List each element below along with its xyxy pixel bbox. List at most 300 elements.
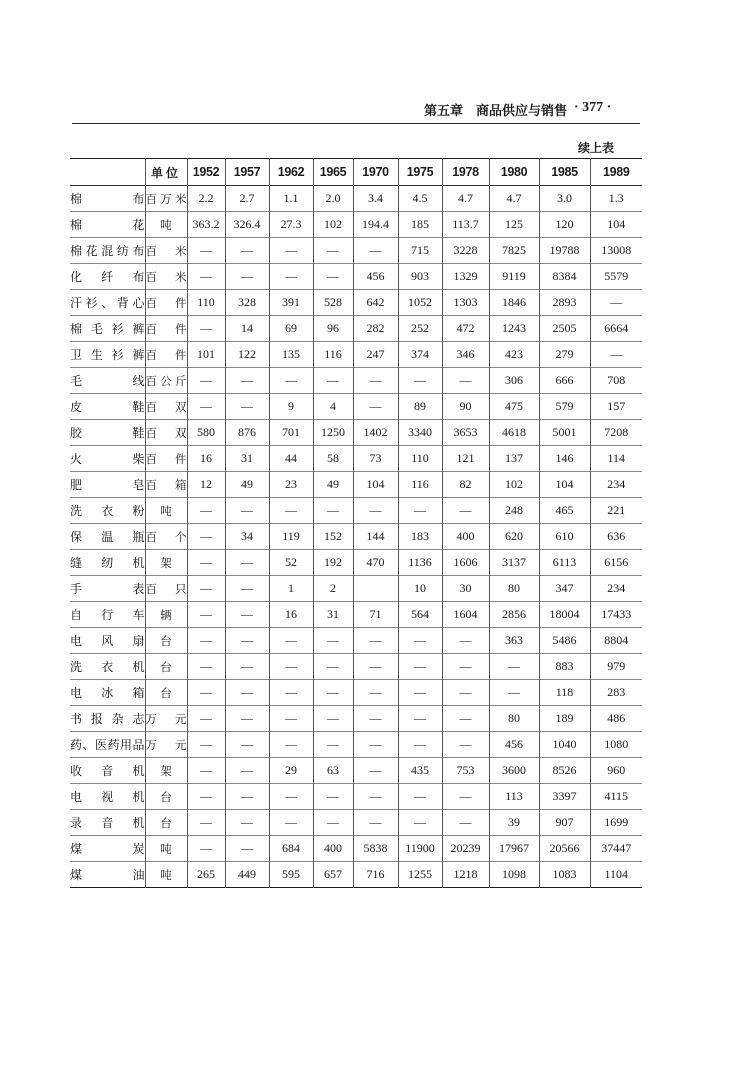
value-cell: 71 [353, 602, 398, 628]
value-cell: 2.7 [225, 186, 269, 212]
value-cell: — [489, 654, 539, 680]
value-cell: 564 [398, 602, 442, 628]
value-cell: 1052 [398, 290, 442, 316]
value-cell: — [353, 628, 398, 654]
table-header [70, 159, 642, 186]
value-cell: 116 [313, 342, 353, 368]
table-row [70, 498, 642, 524]
value-cell: 144 [353, 524, 398, 550]
value-cell: — [187, 498, 225, 524]
value-cell: — [313, 238, 353, 264]
value-cell: — [313, 784, 353, 810]
value-cell: 528 [313, 290, 353, 316]
value-cell: — [225, 836, 269, 862]
unit-cell: 吨 [145, 836, 187, 862]
value-cell: — [187, 628, 225, 654]
value-cell: 979 [590, 654, 642, 680]
unit-cell: 万元 [145, 706, 187, 732]
table-row [70, 602, 642, 628]
item-name-cell: 煤油 [70, 868, 145, 882]
value-cell: 34 [225, 524, 269, 550]
value-cell: — [225, 394, 269, 420]
value-cell: 1329 [442, 264, 489, 290]
value-cell: 4.7 [442, 186, 489, 212]
table-row [70, 316, 642, 342]
value-cell: 82 [442, 472, 489, 498]
value-cell: 8384 [539, 264, 590, 290]
year-column-header: 1957 [225, 159, 269, 186]
table-row [70, 680, 642, 706]
unit-cell: 百双 [145, 420, 187, 446]
value-cell: 2.0 [313, 186, 353, 212]
value-cell: — [442, 706, 489, 732]
value-cell: 7208 [590, 420, 642, 446]
table-row [70, 732, 642, 758]
value-cell: 374 [398, 342, 442, 368]
value-cell: 3397 [539, 784, 590, 810]
value-cell: 1080 [590, 732, 642, 758]
year-column-header: 1965 [313, 159, 353, 186]
value-cell: 6156 [590, 550, 642, 576]
value-cell: 17433 [590, 602, 642, 628]
chapter-title: 第五章 商品供应与销售 [424, 104, 568, 119]
value-cell: 121 [442, 446, 489, 472]
value-cell: 17967 [489, 836, 539, 862]
value-cell: — [442, 654, 489, 680]
value-cell: 6113 [539, 550, 590, 576]
item-name-cell: 保温瓶 [70, 530, 145, 544]
value-cell: — [269, 732, 313, 758]
value-cell: 6664 [590, 316, 642, 342]
value-cell: 3600 [489, 758, 539, 784]
value-cell: — [225, 810, 269, 836]
value-cell: 2505 [539, 316, 590, 342]
value-cell: 19788 [539, 238, 590, 264]
table-row [70, 576, 642, 602]
value-cell: — [187, 368, 225, 394]
value-cell: 716 [353, 862, 398, 888]
value-cell: 119 [269, 524, 313, 550]
year-column-header: 1980 [489, 159, 539, 186]
value-cell: 37447 [590, 836, 642, 862]
value-cell: 10 [398, 576, 442, 602]
value-cell: — [313, 732, 353, 758]
value-cell: 3137 [489, 550, 539, 576]
value-cell: 31 [313, 602, 353, 628]
value-cell: 234 [590, 576, 642, 602]
value-cell: — [187, 602, 225, 628]
table-row [70, 784, 642, 810]
value-cell: — [225, 732, 269, 758]
item-name-cell: 电视机 [70, 790, 145, 804]
page-number: · 377 · [574, 100, 612, 115]
value-cell: — [313, 264, 353, 290]
value-cell: 1218 [442, 862, 489, 888]
value-cell: 122 [225, 342, 269, 368]
unit-cell: 百件 [145, 316, 187, 342]
value-cell: 2856 [489, 602, 539, 628]
value-cell: 118 [539, 680, 590, 706]
value-cell: 9 [269, 394, 313, 420]
value-cell: 1.3 [590, 186, 642, 212]
value-cell: 252 [398, 316, 442, 342]
value-cell: 102 [489, 472, 539, 498]
year-column-header: 1989 [590, 159, 642, 186]
value-cell: 636 [590, 524, 642, 550]
value-cell: — [313, 706, 353, 732]
value-cell: — [313, 654, 353, 680]
value-cell: 5838 [353, 836, 398, 862]
value-cell: 1402 [353, 420, 398, 446]
value-cell: — [269, 238, 313, 264]
value-cell: 2893 [539, 290, 590, 316]
value-cell: — [313, 810, 353, 836]
table-row [70, 550, 642, 576]
unit-cell: 百件 [145, 446, 187, 472]
unit-cell: 辆 [145, 602, 187, 628]
table-row [70, 264, 642, 290]
value-cell: 52 [269, 550, 313, 576]
value-cell: 3.0 [539, 186, 590, 212]
value-cell: 104 [353, 472, 398, 498]
value-cell: 20239 [442, 836, 489, 862]
value-cell: 120 [539, 212, 590, 238]
value-cell: — [187, 836, 225, 862]
value-cell: 80 [489, 706, 539, 732]
item-name-cell: 棉花混纺布 [70, 244, 145, 258]
value-cell: — [187, 576, 225, 602]
value-cell: — [187, 732, 225, 758]
table-row [70, 862, 642, 888]
value-cell: — [225, 238, 269, 264]
item-name-cell: 肥皂 [70, 478, 145, 492]
value-cell: 63 [313, 758, 353, 784]
value-cell: 400 [442, 524, 489, 550]
value-cell: — [225, 680, 269, 706]
unit-cell: 百件 [145, 342, 187, 368]
value-cell: — [398, 784, 442, 810]
value-cell: 5486 [539, 628, 590, 654]
table-row [70, 186, 642, 212]
year-column-header: 1978 [442, 159, 489, 186]
value-cell: 595 [269, 862, 313, 888]
value-cell: 2.2 [187, 186, 225, 212]
value-cell: 234 [590, 472, 642, 498]
value-cell: 89 [398, 394, 442, 420]
unit-cell: 百箱 [145, 472, 187, 498]
item-name-cell: 卫生衫裤 [70, 348, 145, 362]
value-cell: — [398, 732, 442, 758]
item-name-cell: 火柴 [70, 452, 145, 466]
value-cell: 14 [225, 316, 269, 342]
value-cell: 5579 [590, 264, 642, 290]
value-cell: 465 [539, 498, 590, 524]
value-cell: 4.7 [489, 186, 539, 212]
unit-cell: 吨 [145, 498, 187, 524]
value-cell: 753 [442, 758, 489, 784]
value-cell: 486 [590, 706, 642, 732]
unit-cell: 百公斤 [145, 368, 187, 394]
value-cell: 73 [353, 446, 398, 472]
item-name-cell: 洗衣粉 [70, 504, 145, 518]
value-cell: — [313, 498, 353, 524]
item-name-cell: 棉花 [70, 218, 145, 232]
value-cell: 657 [313, 862, 353, 888]
value-cell: — [398, 498, 442, 524]
value-cell: — [225, 758, 269, 784]
value-cell: 152 [313, 524, 353, 550]
table-row [70, 394, 642, 420]
unit-cell: 架 [145, 550, 187, 576]
value-cell: 104 [539, 472, 590, 498]
value-cell: — [313, 628, 353, 654]
value-cell: — [442, 680, 489, 706]
value-cell: 5001 [539, 420, 590, 446]
table-row [70, 212, 642, 238]
value-cell: 110 [187, 290, 225, 316]
value-cell: 4618 [489, 420, 539, 446]
value-cell: 1098 [489, 862, 539, 888]
value-cell: 194.4 [353, 212, 398, 238]
unit-cell: 百个 [145, 524, 187, 550]
value-cell: 435 [398, 758, 442, 784]
item-name-cell: 皮鞋 [70, 400, 145, 414]
value-cell: — [269, 264, 313, 290]
unit-cell: 百米 [145, 264, 187, 290]
value-cell: — [225, 654, 269, 680]
value-cell: — [353, 758, 398, 784]
value-cell: 247 [353, 342, 398, 368]
value-cell: 2 [313, 576, 353, 602]
value-cell: — [353, 810, 398, 836]
value-cell: 449 [225, 862, 269, 888]
value-cell: 456 [353, 264, 398, 290]
table-row [70, 290, 642, 316]
year-column-header: 1970 [353, 159, 398, 186]
value-cell: 113 [489, 784, 539, 810]
value-cell: — [225, 706, 269, 732]
value-cell: — [442, 784, 489, 810]
value-cell: 456 [489, 732, 539, 758]
value-cell: 1846 [489, 290, 539, 316]
running-head [424, 100, 640, 120]
value-cell: — [442, 368, 489, 394]
unit-cell: 台 [145, 680, 187, 706]
value-cell: 883 [539, 654, 590, 680]
table-row [70, 524, 642, 550]
value-cell: — [398, 368, 442, 394]
value-cell: — [353, 784, 398, 810]
value-cell: — [225, 628, 269, 654]
value-cell: 347 [539, 576, 590, 602]
value-cell: 192 [313, 550, 353, 576]
value-cell: 18004 [539, 602, 590, 628]
value-cell: 102 [313, 212, 353, 238]
value-cell: — [187, 680, 225, 706]
value-cell: 642 [353, 290, 398, 316]
value-cell: 135 [269, 342, 313, 368]
value-cell: 620 [489, 524, 539, 550]
value-cell: — [353, 732, 398, 758]
value-cell: 282 [353, 316, 398, 342]
value-cell: 470 [353, 550, 398, 576]
value-cell: — [313, 368, 353, 394]
value-cell: 876 [225, 420, 269, 446]
value-cell: 363.2 [187, 212, 225, 238]
value-cell: — [353, 680, 398, 706]
value-cell: 960 [590, 758, 642, 784]
value-cell: — [187, 706, 225, 732]
unit-cell: 万元 [145, 732, 187, 758]
value-cell: 27.3 [269, 212, 313, 238]
table-row [70, 420, 642, 446]
value-cell: 907 [539, 810, 590, 836]
table-row [70, 472, 642, 498]
value-cell: — [398, 810, 442, 836]
value-cell: 701 [269, 420, 313, 446]
value-cell: — [187, 264, 225, 290]
value-cell: — [398, 706, 442, 732]
value-cell: — [187, 394, 225, 420]
item-name-cell: 毛线 [70, 374, 145, 388]
table-row [70, 836, 642, 862]
value-cell: — [269, 628, 313, 654]
value-cell: — [442, 628, 489, 654]
value-cell: — [187, 784, 225, 810]
value-cell: 110 [398, 446, 442, 472]
item-name-cell: 药、医药用品 [70, 738, 145, 752]
item-name-cell: 棉布 [70, 192, 145, 206]
continued-table-label: 续上表 [578, 141, 615, 155]
value-cell: 80 [489, 576, 539, 602]
value-cell: 1243 [489, 316, 539, 342]
value-cell: 1040 [539, 732, 590, 758]
value-cell: — [353, 394, 398, 420]
unit-cell: 台 [145, 810, 187, 836]
commodity-sales-table [70, 158, 642, 888]
value-cell: 391 [269, 290, 313, 316]
value-cell: 326.4 [225, 212, 269, 238]
item-name-cell: 电冰箱 [70, 686, 145, 700]
value-cell: 3653 [442, 420, 489, 446]
value-cell: — [187, 810, 225, 836]
item-name-cell: 棉毛衫裤 [70, 322, 145, 336]
value-cell: 29 [269, 758, 313, 784]
value-cell: — [313, 680, 353, 706]
unit-cell: 百米 [145, 238, 187, 264]
value-cell: 903 [398, 264, 442, 290]
value-cell: 475 [489, 394, 539, 420]
table-body [70, 186, 642, 888]
value-cell: — [225, 784, 269, 810]
value-cell: 715 [398, 238, 442, 264]
value-cell: 1303 [442, 290, 489, 316]
item-name-cell: 收音机 [70, 764, 145, 778]
unit-cell: 台 [145, 784, 187, 810]
header-rule [72, 123, 640, 124]
value-cell: 283 [590, 680, 642, 706]
item-name-cell: 煤炭 [70, 842, 145, 856]
value-cell: — [225, 264, 269, 290]
value-cell: 423 [489, 342, 539, 368]
value-cell: 101 [187, 342, 225, 368]
table-row [70, 446, 642, 472]
table-row [70, 368, 642, 394]
value-cell: — [225, 368, 269, 394]
value-cell: 11900 [398, 836, 442, 862]
unit-cell: 架 [145, 758, 187, 784]
table-row [70, 342, 642, 368]
value-cell: 248 [489, 498, 539, 524]
value-cell: 8526 [539, 758, 590, 784]
value-cell: 104 [590, 212, 642, 238]
value-cell: — [489, 680, 539, 706]
item-name-cell: 电风扇 [70, 634, 145, 648]
item-name-cell: 录音机 [70, 816, 145, 830]
year-column-header: 1962 [269, 159, 313, 186]
table-row [70, 758, 642, 784]
value-cell: — [353, 706, 398, 732]
value-cell: — [398, 628, 442, 654]
unit-cell: 百双 [145, 394, 187, 420]
value-cell: 579 [539, 394, 590, 420]
value-cell: 306 [489, 368, 539, 394]
value-cell: 1250 [313, 420, 353, 446]
value-cell: 279 [539, 342, 590, 368]
item-name-cell: 手表 [70, 582, 145, 596]
table-row [70, 706, 642, 732]
value-cell: — [269, 810, 313, 836]
value-cell: 1.1 [269, 186, 313, 212]
value-cell: 31 [225, 446, 269, 472]
value-cell: 666 [539, 368, 590, 394]
value-cell: — [353, 368, 398, 394]
unit-cell: 台 [145, 654, 187, 680]
value-cell: 4115 [590, 784, 642, 810]
value-cell: 3228 [442, 238, 489, 264]
value-cell: 113.7 [442, 212, 489, 238]
value-cell: 189 [539, 706, 590, 732]
value-cell: — [225, 550, 269, 576]
value-cell: 3340 [398, 420, 442, 446]
value-cell: 44 [269, 446, 313, 472]
table-row [70, 238, 642, 264]
value-cell: 265 [187, 862, 225, 888]
value-cell: — [187, 758, 225, 784]
value-cell: 1699 [590, 810, 642, 836]
value-cell: 1136 [398, 550, 442, 576]
year-column-header: 1952 [187, 159, 225, 186]
value-cell: — [353, 498, 398, 524]
unit-cell: 吨 [145, 212, 187, 238]
value-cell: 4 [313, 394, 353, 420]
unit-cell: 台 [145, 628, 187, 654]
value-cell: 3.4 [353, 186, 398, 212]
value-cell: — [187, 524, 225, 550]
value-cell: — [269, 654, 313, 680]
value-cell: 328 [225, 290, 269, 316]
value-cell: 183 [398, 524, 442, 550]
item-name-cell: 书报杂志 [70, 712, 145, 726]
unit-cell: 吨 [145, 862, 187, 888]
unit-cell: 百件 [145, 290, 187, 316]
value-cell: 363 [489, 628, 539, 654]
item-name-cell: 洗衣机 [70, 660, 145, 674]
value-cell: — [269, 680, 313, 706]
value-cell: 1255 [398, 862, 442, 888]
value-cell: — [353, 654, 398, 680]
value-cell: 39 [489, 810, 539, 836]
